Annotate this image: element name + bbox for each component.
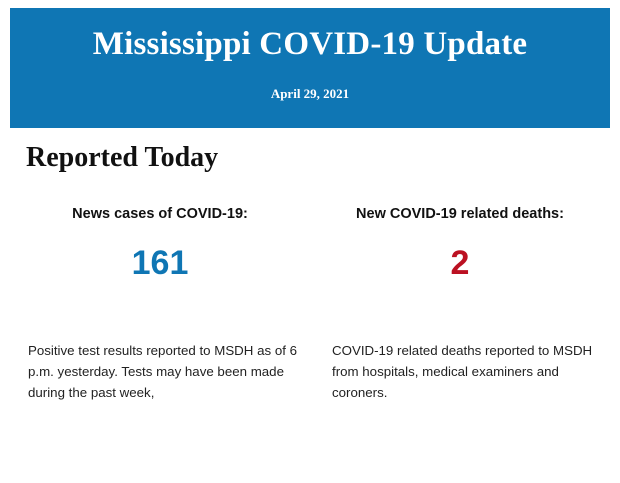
stat-new-cases-value: 161 bbox=[131, 244, 189, 282]
stat-new-cases-label: News cases of COVID-19: bbox=[72, 206, 248, 222]
stat-new-deaths bbox=[310, 205, 610, 281]
stat-new-deaths-description: COVID-19 related deaths reported to MSDH from hospitals, medical examiners and coroners. bbox=[332, 343, 593, 400]
header-banner bbox=[10, 8, 610, 128]
stat-new-deaths-value: 2 bbox=[450, 244, 470, 282]
report-date: April 29, 2021 bbox=[270, 86, 350, 101]
stat-new-cases bbox=[10, 205, 310, 281]
stats-row bbox=[10, 205, 610, 281]
stat-new-deaths-label: New COVID-19 related deaths: bbox=[356, 206, 564, 222]
stat-new-cases-description: Positive test results reported to MSDH as of 6 p.m. yesterday. Tests may have been made during the past week, bbox=[28, 343, 298, 400]
section-heading-reported-today: Reported Today bbox=[26, 142, 219, 173]
page-title: Mississippi COVID-19 Update bbox=[92, 26, 528, 62]
descriptions-row bbox=[10, 340, 610, 403]
